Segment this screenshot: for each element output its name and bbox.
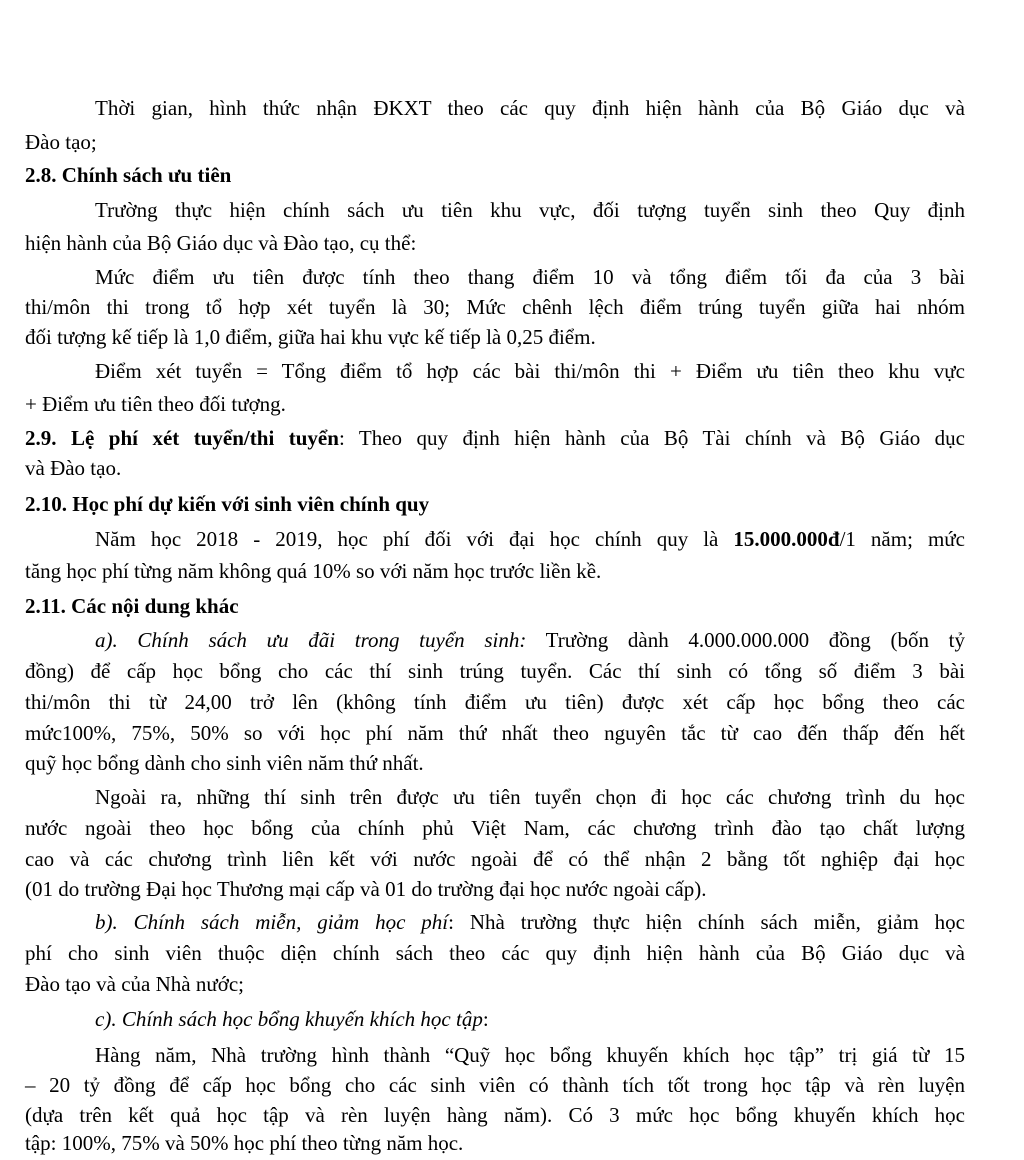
section-heading-2-8: 2.8. Chính sách ưu tiên bbox=[25, 163, 232, 187]
section-heading-2-10: 2.10. Học phí dự kiến với sinh viên chính quy bbox=[25, 492, 430, 516]
text-run: : Theo quy định hiện hành của Bộ Tài chính và Bộ Giáo dục bbox=[338, 426, 965, 450]
text-line: đối tượng kế tiếp là 1,0 điểm, giữa hai khu vực kế tiếp là 0,25 điểm. bbox=[25, 325, 596, 349]
item-b-line bbox=[95, 907, 965, 937]
text-line: Điểm xét tuyển = Tổng điểm tổ hợp các bài thi/môn thi + Điểm ưu tiên theo khu vực bbox=[95, 359, 965, 383]
text-line: tập: 100%, 75% và 50% học phí theo từng năm học. bbox=[25, 1131, 464, 1155]
text-line: – 20 tỷ đồng để cấp học bổng cho các sinh viên có thành tích tốt trong học tập và rèn luyện bbox=[25, 1073, 965, 1097]
text-run: Trường dành 4.000.000.000 đồng (bốn tỷ bbox=[526, 628, 965, 652]
item-b-label: b). Chính sách miễn, giảm học phí bbox=[95, 910, 449, 934]
text-line: Ngoài ra, những thí sinh trên được ưu tiên tuyển chọn đi học các chương trình du học bbox=[95, 785, 965, 809]
text-line: nước ngoài theo học bổng của chính phủ Việt Nam, các chương trình đào tạo chất lượng bbox=[25, 816, 965, 840]
section-heading-2-11: 2.11. Các nội dung khác bbox=[25, 594, 239, 618]
text-line: tăng học phí từng năm không quá 10% so với năm học trước liền kề. bbox=[25, 559, 602, 583]
fee-amount: 15.000.000đ bbox=[733, 527, 840, 551]
fee-line bbox=[95, 524, 965, 554]
item-a-label: a). Chính sách ưu đãi trong tuyển sinh: bbox=[95, 628, 527, 652]
text-line: hiện hành của Bộ Giáo dục và Đào tạo, cụ thể: bbox=[25, 231, 417, 255]
text-line: đồng) để cấp học bổng cho các thí sinh trúng tuyển. Các thí sinh có tổng số điểm 3 bài bbox=[25, 659, 965, 683]
text-run: : Nhà trường thực hiện chính sách miễn, giảm học bbox=[448, 910, 965, 934]
text-run: Năm học 2018 - 2019, học phí đối với đại học chính quy là bbox=[95, 527, 734, 551]
text-line: + Điểm ưu tiên theo đối tượng. bbox=[25, 392, 286, 416]
text-line: cao và các chương trình liên kết với nước ngoài để có thể nhận 2 bằng tốt nghiệp đại học bbox=[25, 847, 965, 871]
item-a-line bbox=[95, 625, 965, 655]
text-line: và Đào tạo. bbox=[25, 456, 122, 480]
text-line: thi/môn thi từ 24,00 trở lên (không tính điểm ưu tiên) được xét cấp học bổng theo các bbox=[25, 690, 965, 714]
text-line: Hàng năm, Nhà trường hình thành “Quỹ học bổng khuyến khích học tập” trị giá từ 15 bbox=[95, 1043, 965, 1067]
text-line: (01 do trường Đại học Thương mại cấp và 01 do trường đại học nước ngoài cấp). bbox=[25, 877, 707, 901]
text-line: Mức điểm ưu tiên được tính theo thang điểm 10 và tổng điểm tối đa của 3 bài bbox=[95, 265, 965, 289]
section-2-9-line bbox=[25, 423, 965, 453]
item-c-label: c). Chính sách học bổng khuyến khích học tập bbox=[95, 1007, 483, 1031]
text-line: (dựa trên kết quả học tập và rèn luyện hàng năm). Có 3 mức học bổng khuyến khích học bbox=[25, 1103, 965, 1127]
text-line: Đào tạo và của Nhà nước; bbox=[25, 972, 244, 996]
text-line: Trường thực hiện chính sách ưu tiên khu vực, đối tượng tuyển sinh theo Quy định bbox=[95, 198, 965, 222]
text-line: Đào tạo; bbox=[25, 130, 97, 154]
text-run: /1 năm; mức bbox=[839, 527, 965, 551]
text-line: thi/môn thi trong tổ hợp xét tuyển là 30; Mức chênh lệch điểm trúng tuyển giữa hai nhóm bbox=[25, 295, 965, 319]
text-line: quỹ học bổng dành cho sinh viên năm thứ nhất. bbox=[25, 751, 424, 775]
text-line: Thời gian, hình thức nhận ĐKXT theo các quy định hiện hành của Bộ Giáo dục và bbox=[95, 96, 965, 120]
text-run: : bbox=[482, 1007, 489, 1031]
section-heading-2-9: 2.9. Lệ phí xét tuyển/thi tuyển bbox=[25, 426, 339, 450]
text-line: phí cho sinh viên thuộc diện chính sách theo các quy định hiện hành của Bộ Giáo dục và bbox=[25, 941, 965, 965]
text-line: mức100%, 75%, 50% so với học phí năm thứ nhất theo nguyên tắc từ cao đến thấp đến hết bbox=[25, 721, 965, 745]
item-c-line bbox=[95, 1004, 965, 1034]
